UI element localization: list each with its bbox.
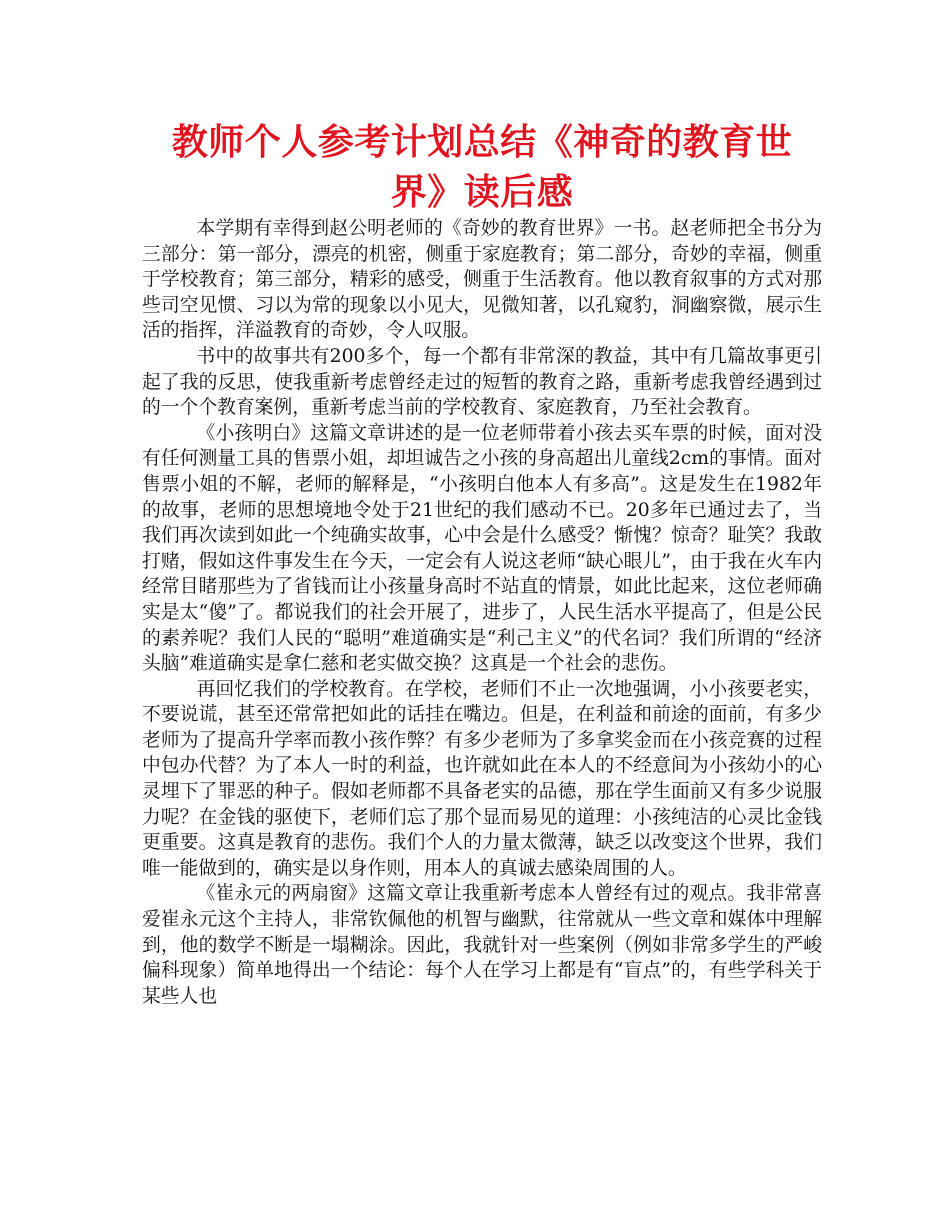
document-page <box>142 118 822 1009</box>
paragraph-2: 书中的故事共有200多个，每一个都有非常深的教益，其中有几篇故事更引起了我的反思，使我重新考虑曾经走过的短暂的教育之路，重新考虑我曾经遇到过的一个个教育案例，重新考虑当前的学校教育、家庭教育，乃至社会教育。 <box>142 345 822 419</box>
paragraph-4: 再回忆我们的学校教育。在学校，老师们不止一次地强调，小小孩要老实，不要说谎，甚至还常常把如此的话挂在嘴边。但是，在利益和前途的面前，有多少老师为了提高升学率而教小孩作弊？有多少老师为了多拿奖金而在小孩竞赛的过程中包办代替？为了本人一时的利益，也许就如此在本人的不经意间为小孩幼小的心灵埋下了罪恶的种子。假如老师都不具备老实的品德，那在学生面前又有多少说服力呢？在金钱的驱使下，老师们忘了那个显而易见的道理：小孩纯洁的心灵比金钱更重要。这真是教育的悲伤。我们个人的力量太微薄，缺乏以改变这个世界，我们唯一能做到的，确实是以身作则，用本人的真诚去感染周围的人。 <box>142 678 822 879</box>
paragraph-3: 《小孩明白》这篇文章讲述的是一位老师带着小孩去买车票的时候，面对没有任何测量工具的售票小姐，却坦诚告之小孩的身高超出儿童线2cm的事情。面对售票小姐的不解，老师的解释是，“小孩明白他本人有多高”。这是发生在1982年的故事，老师的思想境地令处于21世纪的我们感动不已。20多年已通过去了，当我们再次读到如此一个纯确实故事，心中会是什么感受？惭愧？惊奇？耻笑？我敢打赌，假如这件事发生在今天，一定会有人说这老师“缺心眼儿”，由于我在火车内经常目睹那些为了省钱而让小孩量身高时不站直的情景，如此比起来，这位老师确实是太“傻”了。都说我们的社会开展了，进步了，人民生活水平提高了，但是公民的素养呢？我们人民的“聪明”难道确实是“利己主义”的代名词？我们所谓的“经济头脑”难道确实是拿仁慈和老实做交换？这真是一个社会的悲伤。 <box>142 422 822 675</box>
document-title: 教师个人参考计划总结《神奇的教育世界》读后感 <box>171 122 793 213</box>
paragraph-5: 《崔永元的两扇窗》这篇文章让我重新考虑本人曾经有过的观点。我非常喜爱崔永元这个主持人，非常钦佩他的机智与幽默，往常就从一些文章和媒体中理解到，他的数学不断是一塌糊涂。因此，我就针对一些案例（例如非常多学生的严峻偏科现象）简单地得出一个结论：每个人在学习上都是有“盲点”的，有些学科关于某些人也 <box>142 883 822 1007</box>
paragraph-1: 本学期有幸得到赵公明老师的《奇妙的教育世界》一书。赵老师把全书分为三部分：第一部分，漂亮的机密，侧重于家庭教育；第二部分，奇妙的幸福，侧重于学校教育；第三部分，精彩的感受，侧重于生活教育。他以教育叙事的方式对那些司空见惯、习以为常的现象以小见大，见微知著，以孔窥豹，洞幽察微，展示生活的指挥，洋溢教育的奇妙，令人叹服。 <box>142 218 822 342</box>
document-body <box>142 216 822 1009</box>
